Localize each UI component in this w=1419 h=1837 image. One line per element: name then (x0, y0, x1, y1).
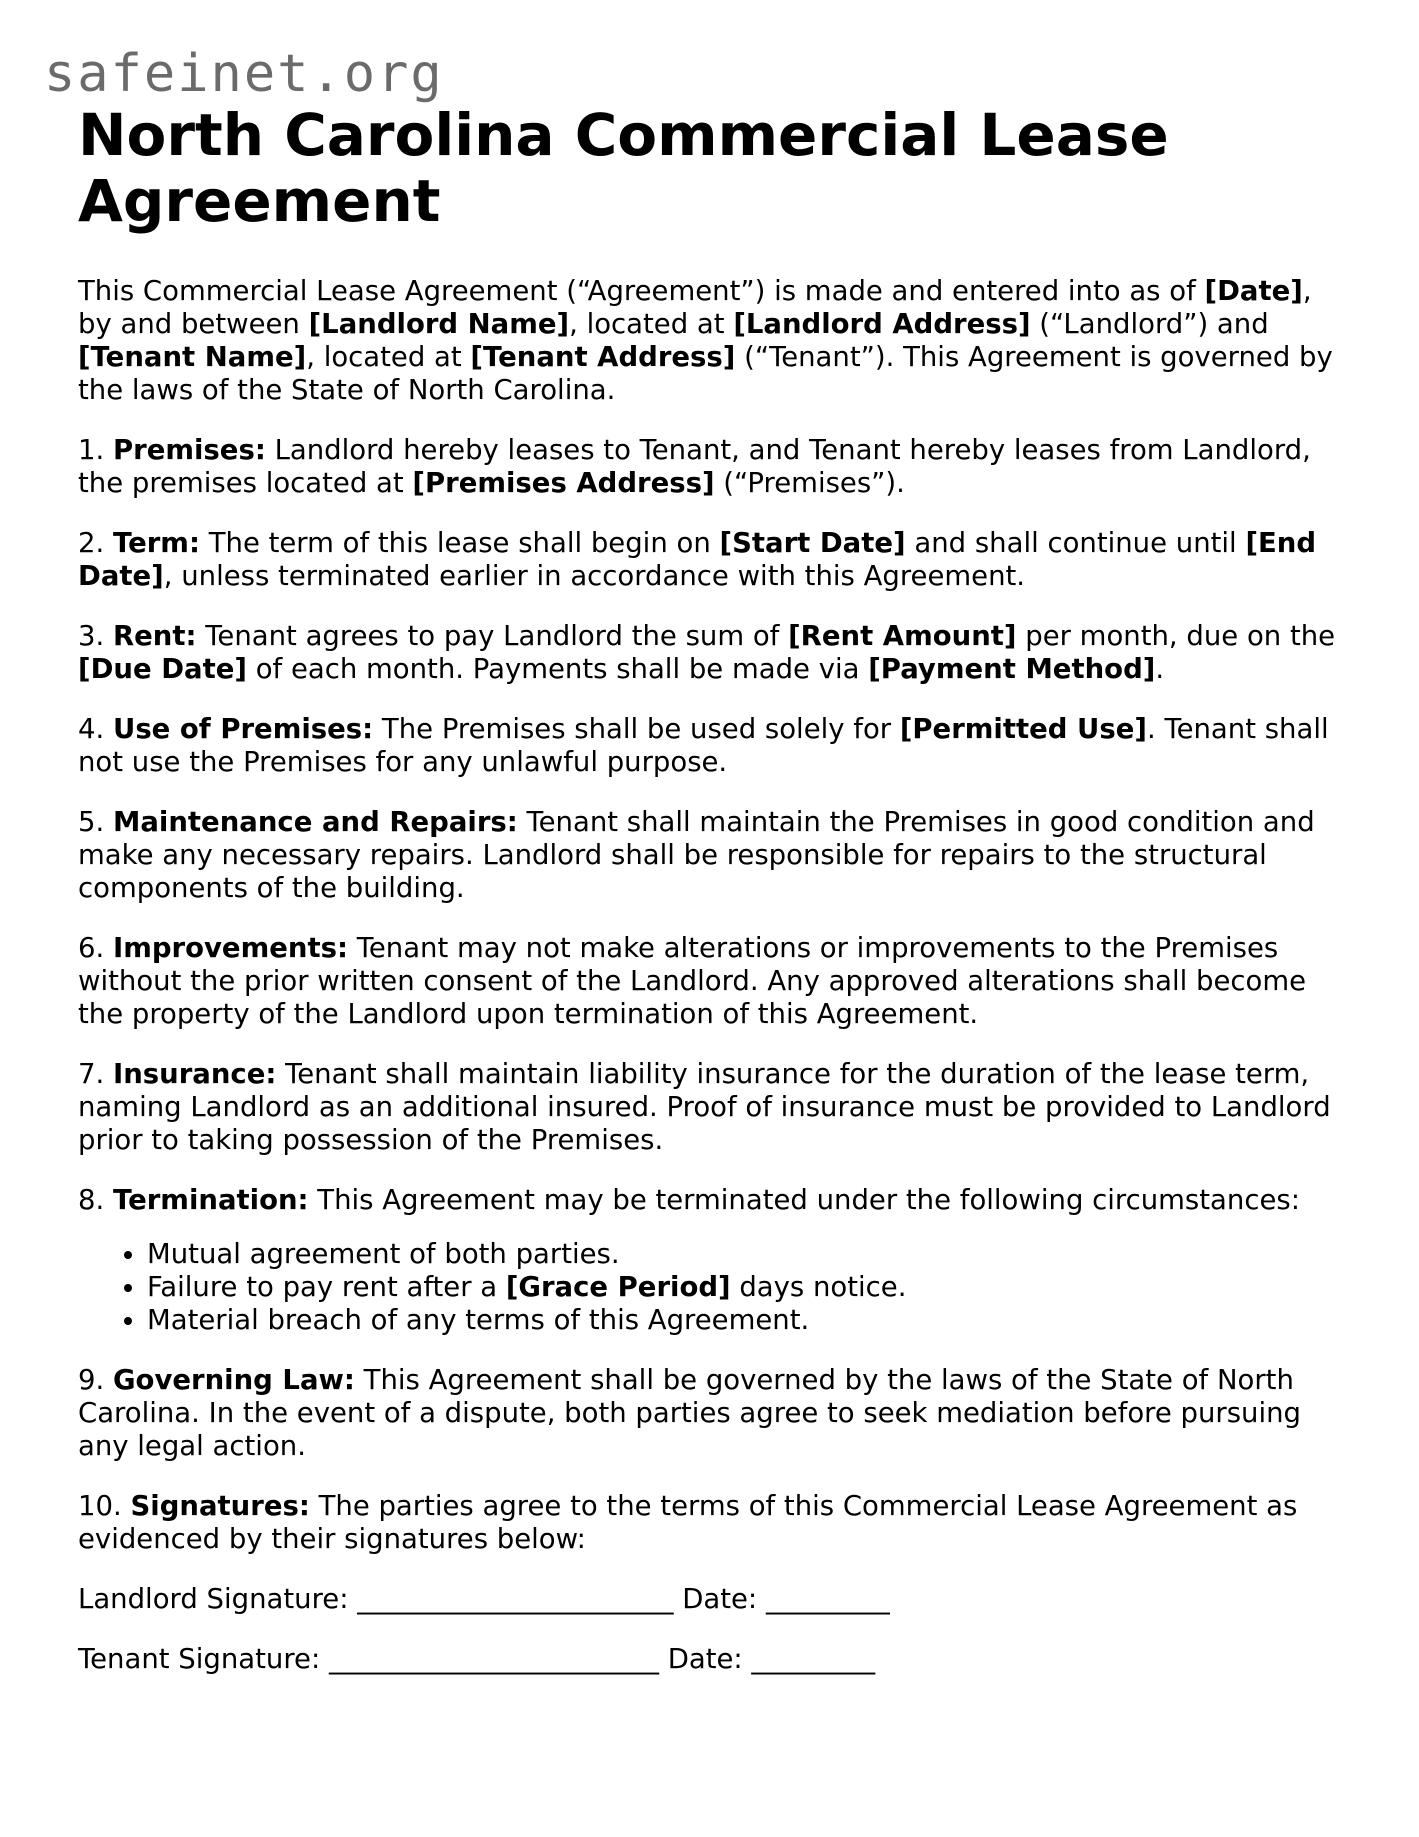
document-body (78, 102, 1348, 1703)
section-number: 1. (78, 434, 113, 466)
section-text: of each month. Payments shall be made via (246, 653, 869, 685)
section-number: 9. (78, 1364, 113, 1396)
section-heading: Insurance: (112, 1058, 277, 1090)
section-text: . (1155, 653, 1165, 685)
section-termination (78, 1184, 1348, 1217)
section-text: Tenant shall maintain liability insurance for the duration of the lease term, naming Landlord as an additional insured. Proof of insurance must be provided to Landlord prior to taking possession of the Premises. (78, 1058, 1331, 1156)
payment-method-placeholder: [Payment Method] (868, 653, 1156, 685)
section-governing-law (78, 1364, 1348, 1463)
date-placeholder: [Date] (1204, 275, 1303, 307)
tenant-name-placeholder: [Tenant Name] (78, 341, 307, 373)
termination-list (78, 1238, 1348, 1337)
section-text: Landlord hereby leases to Tenant, and Tenant hereby leases from Landlord, the premises located at (78, 434, 1311, 499)
section-text: The term of this lease shall begin on (199, 527, 720, 559)
tenant-signature-line: Tenant Signature: ________________________ Date: _________ (78, 1643, 876, 1675)
section-text: and shall continue until (905, 527, 1246, 559)
section-text: . Tenant shall not use the Premises for any unlawful purpose. (78, 713, 1329, 778)
landlord-address-placeholder: [Landlord Address] (733, 308, 1031, 340)
section-heading: Use of Premises: (112, 713, 374, 745)
rent-amount-placeholder: [Rent Amount] (788, 620, 1017, 652)
due-date-placeholder: [Due Date] (78, 653, 247, 685)
section-insurance (78, 1058, 1348, 1157)
section-text: The parties agree to the terms of this Commercial Lease Agreement as evidenced by their signatures below: (78, 1490, 1298, 1555)
list-item-text: Failure to pay rent after a (147, 1271, 506, 1303)
section-text: Tenant shall maintain the Premises in good condition and make any necessary repairs. Landlord shall be responsible for repairs to the structural components of the building. (78, 806, 1315, 904)
section-text: This Agreement may be terminated under the following circumstances: (308, 1184, 1300, 1216)
permitted-use-placeholder: [Permitted Use] (899, 713, 1147, 745)
section-heading: Termination: (112, 1184, 309, 1216)
section-number: 8. (78, 1184, 113, 1216)
section-text: (“Premises”). (714, 467, 905, 499)
premises-address-placeholder: [Premises Address] (412, 467, 715, 499)
list-item: • Material breach of any terms of this Agreement. (147, 1304, 1348, 1337)
section-heading: Rent: (112, 620, 197, 652)
landlord-signature-line: Landlord Signature: _______________________ Date: _________ (78, 1583, 890, 1615)
section-premises (78, 434, 1348, 500)
section-text: Tenant may not make alterations or improvements to the Premises without the prior written consent of the Landlord. Any approved alterations shall become the property of the Landlord upon termination of this Agreement. (78, 932, 1307, 1030)
section-improvements (78, 932, 1348, 1031)
section-heading: Premises: (112, 434, 266, 466)
section-signatures (78, 1490, 1348, 1556)
tenant-address-placeholder: [Tenant Address] (470, 341, 736, 373)
intro-paragraph (78, 275, 1348, 407)
section-text: The Premises shall be used solely for (373, 713, 900, 745)
grace-period-placeholder: [Grace Period] (505, 1271, 731, 1303)
list-item-text: days notice. (730, 1271, 907, 1303)
intro-text: , by and between (78, 275, 1312, 340)
section-number: 10. (78, 1490, 131, 1522)
section-number: 2. (78, 527, 113, 559)
section-text: Tenant agrees to pay Landlord the sum of (196, 620, 789, 652)
section-number: 4. (78, 713, 113, 745)
section-heading: Governing Law: (112, 1364, 355, 1396)
list-item: • Mutual agreement of both parties. (147, 1238, 1348, 1271)
intro-text: , located at (569, 308, 734, 340)
section-number: 3. (78, 620, 113, 652)
section-rent (78, 620, 1348, 686)
section-number: 5. (78, 806, 113, 838)
section-term (78, 527, 1348, 593)
intro-text: This Commercial Lease Agreement (“Agreement”) is made and entered into as of (78, 275, 1205, 307)
section-heading: Maintenance and Repairs: (112, 806, 518, 838)
intro-text: , located at (306, 341, 471, 373)
section-heading: Term: (112, 527, 200, 559)
list-item (147, 1271, 1348, 1304)
section-text: , unless terminated earlier in accordance with this Agreement. (163, 560, 1026, 592)
section-maintenance (78, 806, 1348, 905)
watermark: safeinet.org (44, 44, 444, 104)
intro-text: (“Landlord”) and (1030, 308, 1269, 340)
section-use (78, 713, 1348, 779)
start-date-placeholder: [Start Date] (719, 527, 906, 559)
section-text: per month, due on the (1016, 620, 1336, 652)
intro-text: (“Tenant”). This Agreement is governed by the laws of the State of North Carolina. (78, 341, 1333, 406)
section-text: This Agreement shall be governed by the laws of the State of North Carolina. In the event of a dispute, both parties agree to seek mediation before pursuing any legal action. (78, 1364, 1301, 1462)
section-number: 6. (78, 932, 113, 964)
landlord-name-placeholder: [Landlord Name] (308, 308, 570, 340)
section-heading: Improvements: (112, 932, 348, 964)
section-number: 7. (78, 1058, 113, 1090)
end-date-placeholder: [End Date] (78, 527, 1317, 592)
section-heading: Signatures: (130, 1490, 310, 1522)
page-title: North Carolina Commercial Lease Agreement (78, 101, 1169, 235)
